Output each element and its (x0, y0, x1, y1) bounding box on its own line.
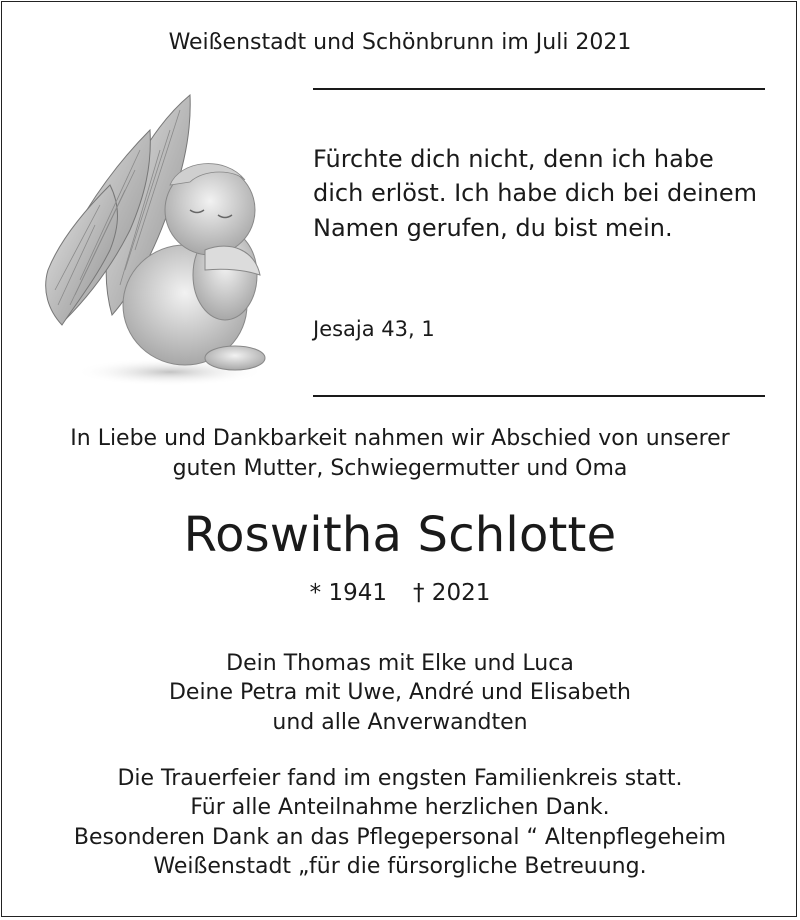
verse-reference: Jesaja 43, 1 (313, 317, 435, 341)
intro-line: In Liebe und Dankbarkeit nahmen wir Abschied von unserer (70, 426, 730, 451)
family-line: Dein Thomas mit Elke und Luca (226, 651, 574, 676)
family-line: und alle Anverwandten (272, 709, 528, 735)
intro-line: guten Mutter, Schwiegermutter und Oma (172, 455, 628, 481)
verse-line: Namen gerufen, du bist mein. (313, 213, 673, 242)
birth-year: * 1941 (309, 580, 387, 606)
closing-line: Die Trauerfeier fand im engsten Familienkreis statt. (117, 766, 683, 791)
bottom-divider (313, 395, 765, 397)
verse-line: Fürchte dich nicht, denn ich habe (313, 145, 714, 173)
closing-line: Weißenstadt „für die fürsorgliche Betreuung. (153, 854, 647, 880)
death-year: † 2021 (413, 580, 491, 606)
family-signatories (0, 649, 800, 737)
place-date-header: Weißenstadt und Schönbrunn im Juli 2021 (168, 30, 632, 55)
verse-line: dich erlöst. Ich habe dich bei deinem (313, 179, 758, 208)
intro-text (0, 424, 800, 484)
life-dates (0, 580, 800, 606)
top-divider (313, 88, 765, 90)
sleeping-angel-figurine-icon (40, 90, 270, 390)
family-line: Deine Petra mit Uwe, André und Elisabeth (168, 680, 632, 706)
closing-line: Besonderen Dank an das Pflegepersonal “ Altenpflegeheim (73, 824, 727, 850)
closing-text (0, 764, 800, 882)
bible-verse (313, 142, 773, 245)
deceased-name: Roswitha Schlotte (183, 507, 617, 563)
closing-line: Für alle Anteilnahme herzlichen Dank. (190, 795, 610, 821)
